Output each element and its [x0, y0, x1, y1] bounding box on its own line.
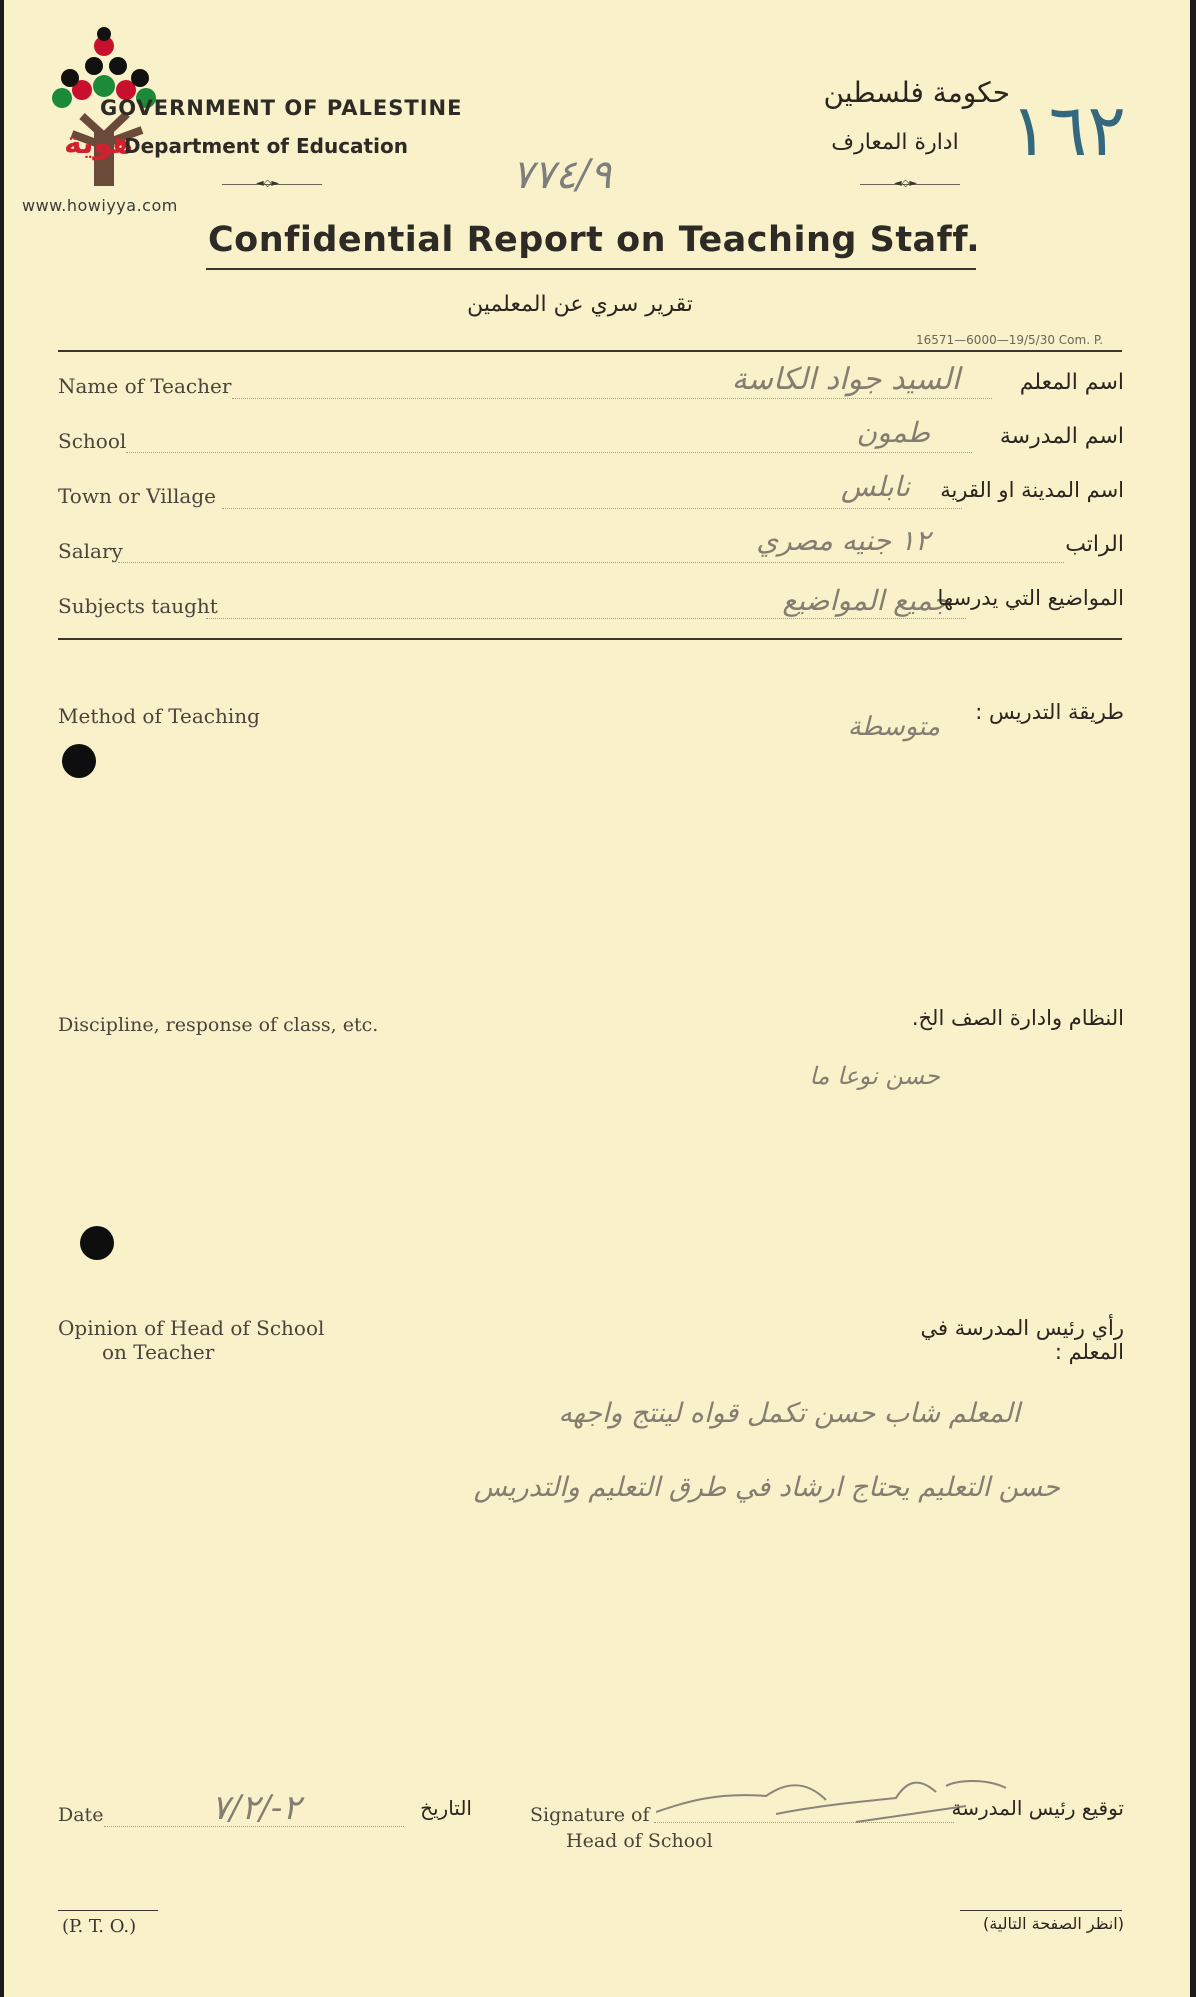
- field-line-town: [222, 508, 962, 509]
- date-label: Date: [58, 1804, 104, 1826]
- field-value-school: طمون: [856, 416, 930, 449]
- date-value: ٢-/٧/٢: [211, 1788, 301, 1828]
- government-heading: GOVERNMENT OF PALESTINE: [100, 96, 463, 120]
- pto-label: (P. T. O.): [62, 1916, 137, 1937]
- department-heading: Department of Education: [124, 134, 408, 158]
- field-label-subjects: Subjects taught: [58, 594, 218, 618]
- government-heading-arabic: حكومة فلسطين: [823, 76, 1010, 109]
- field-line-subjects: [206, 618, 966, 619]
- field-line-name: [232, 398, 992, 399]
- date-label-arabic: التاريخ: [420, 1796, 472, 1820]
- page-number-handwritten: ١٦٢: [1010, 88, 1127, 172]
- watermark-site-link[interactable]: www.howiyya.com: [22, 196, 178, 215]
- field-label-name-arabic: اسم المعلم: [1019, 370, 1124, 395]
- punch-hole-bottom: [80, 1226, 114, 1260]
- footer-rule-right: [960, 1910, 1122, 1911]
- fields-bottom-rule: [58, 638, 1122, 640]
- scan-border-right: [1190, 0, 1196, 1997]
- punch-hole-top: [62, 744, 96, 778]
- field-value-name: السيد جواد الكاسة: [731, 362, 960, 397]
- field-label-school-arabic: اسم المدرسة: [999, 424, 1124, 449]
- field-label-name: Name of Teacher: [58, 374, 232, 398]
- opinion-text-line-2: حسن التعليم يحتاج ارشاد في طرق التعليم والتدريس: [473, 1472, 1060, 1503]
- section-label-method: Method of Teaching: [58, 704, 260, 728]
- section-label-opinion-line2: on Teacher: [102, 1340, 215, 1364]
- field-value-subjects: جميع المواضيع: [782, 584, 950, 617]
- field-label-salary: Salary: [58, 539, 123, 563]
- field-label-salary-arabic: الراتب: [1065, 532, 1124, 557]
- field-value-salary: ١٢ جنيه مصري: [756, 524, 930, 557]
- field-label-school: School: [58, 429, 127, 453]
- opinion-text-line-1: المعلم شاب حسن تكمل قواه لينتج واجهه: [558, 1398, 1020, 1429]
- section-label-opinion: Opinion of Head of School: [58, 1316, 325, 1340]
- title-underline: [206, 268, 976, 270]
- field-line-salary: [118, 562, 1064, 563]
- field-label-subjects-arabic: المواضيع التي يدرسها: [937, 586, 1124, 610]
- field-value-town: نابلس: [840, 470, 910, 503]
- section-label-discipline-arabic: النظام وادارة الصف الخ.: [911, 1006, 1124, 1030]
- signature-label: Signature of: [530, 1804, 650, 1826]
- ornament-icon-right: ◄◇►: [894, 178, 918, 189]
- field-label-town: Town or Village: [58, 484, 216, 508]
- section-value-method: متوسطة: [847, 712, 940, 742]
- report-title-arabic: تقرير سري عن المعلمين: [467, 292, 693, 317]
- ornament-icon: ◄◇►: [256, 178, 280, 189]
- watermark-logo-text: هوية: [64, 126, 134, 161]
- scan-border-left: [0, 0, 4, 1997]
- field-line-school: [126, 452, 972, 453]
- field-label-town-arabic: اسم المدينة او القرية: [940, 478, 1124, 502]
- footer-rule-left: [58, 1910, 158, 1911]
- pto-label-arabic: (انظر الصفحة التالية): [982, 1914, 1124, 1933]
- signature-label-arabic: توقيع رئيس المدرسة: [951, 1796, 1124, 1820]
- section-label-opinion-arabic: رأي رئيس المدرسة في المعلم :: [920, 1316, 1124, 1364]
- department-heading-arabic: ادارة المعارف: [831, 130, 959, 155]
- section-value-discipline: حسن نوعا ما: [809, 1062, 940, 1090]
- print-code: 16571—6000—19/5/30 Com. P.: [916, 333, 1104, 347]
- file-reference-number: ٧٧٤/٩: [512, 152, 612, 198]
- section-label-discipline: Discipline, response of class, etc.: [58, 1014, 379, 1036]
- top-rule: [58, 350, 1122, 352]
- signature-label-line2: Head of School: [566, 1830, 713, 1852]
- section-label-method-arabic: طريقة التدريس :: [975, 700, 1124, 724]
- report-title: Confidential Report on Teaching Staff.: [208, 220, 981, 260]
